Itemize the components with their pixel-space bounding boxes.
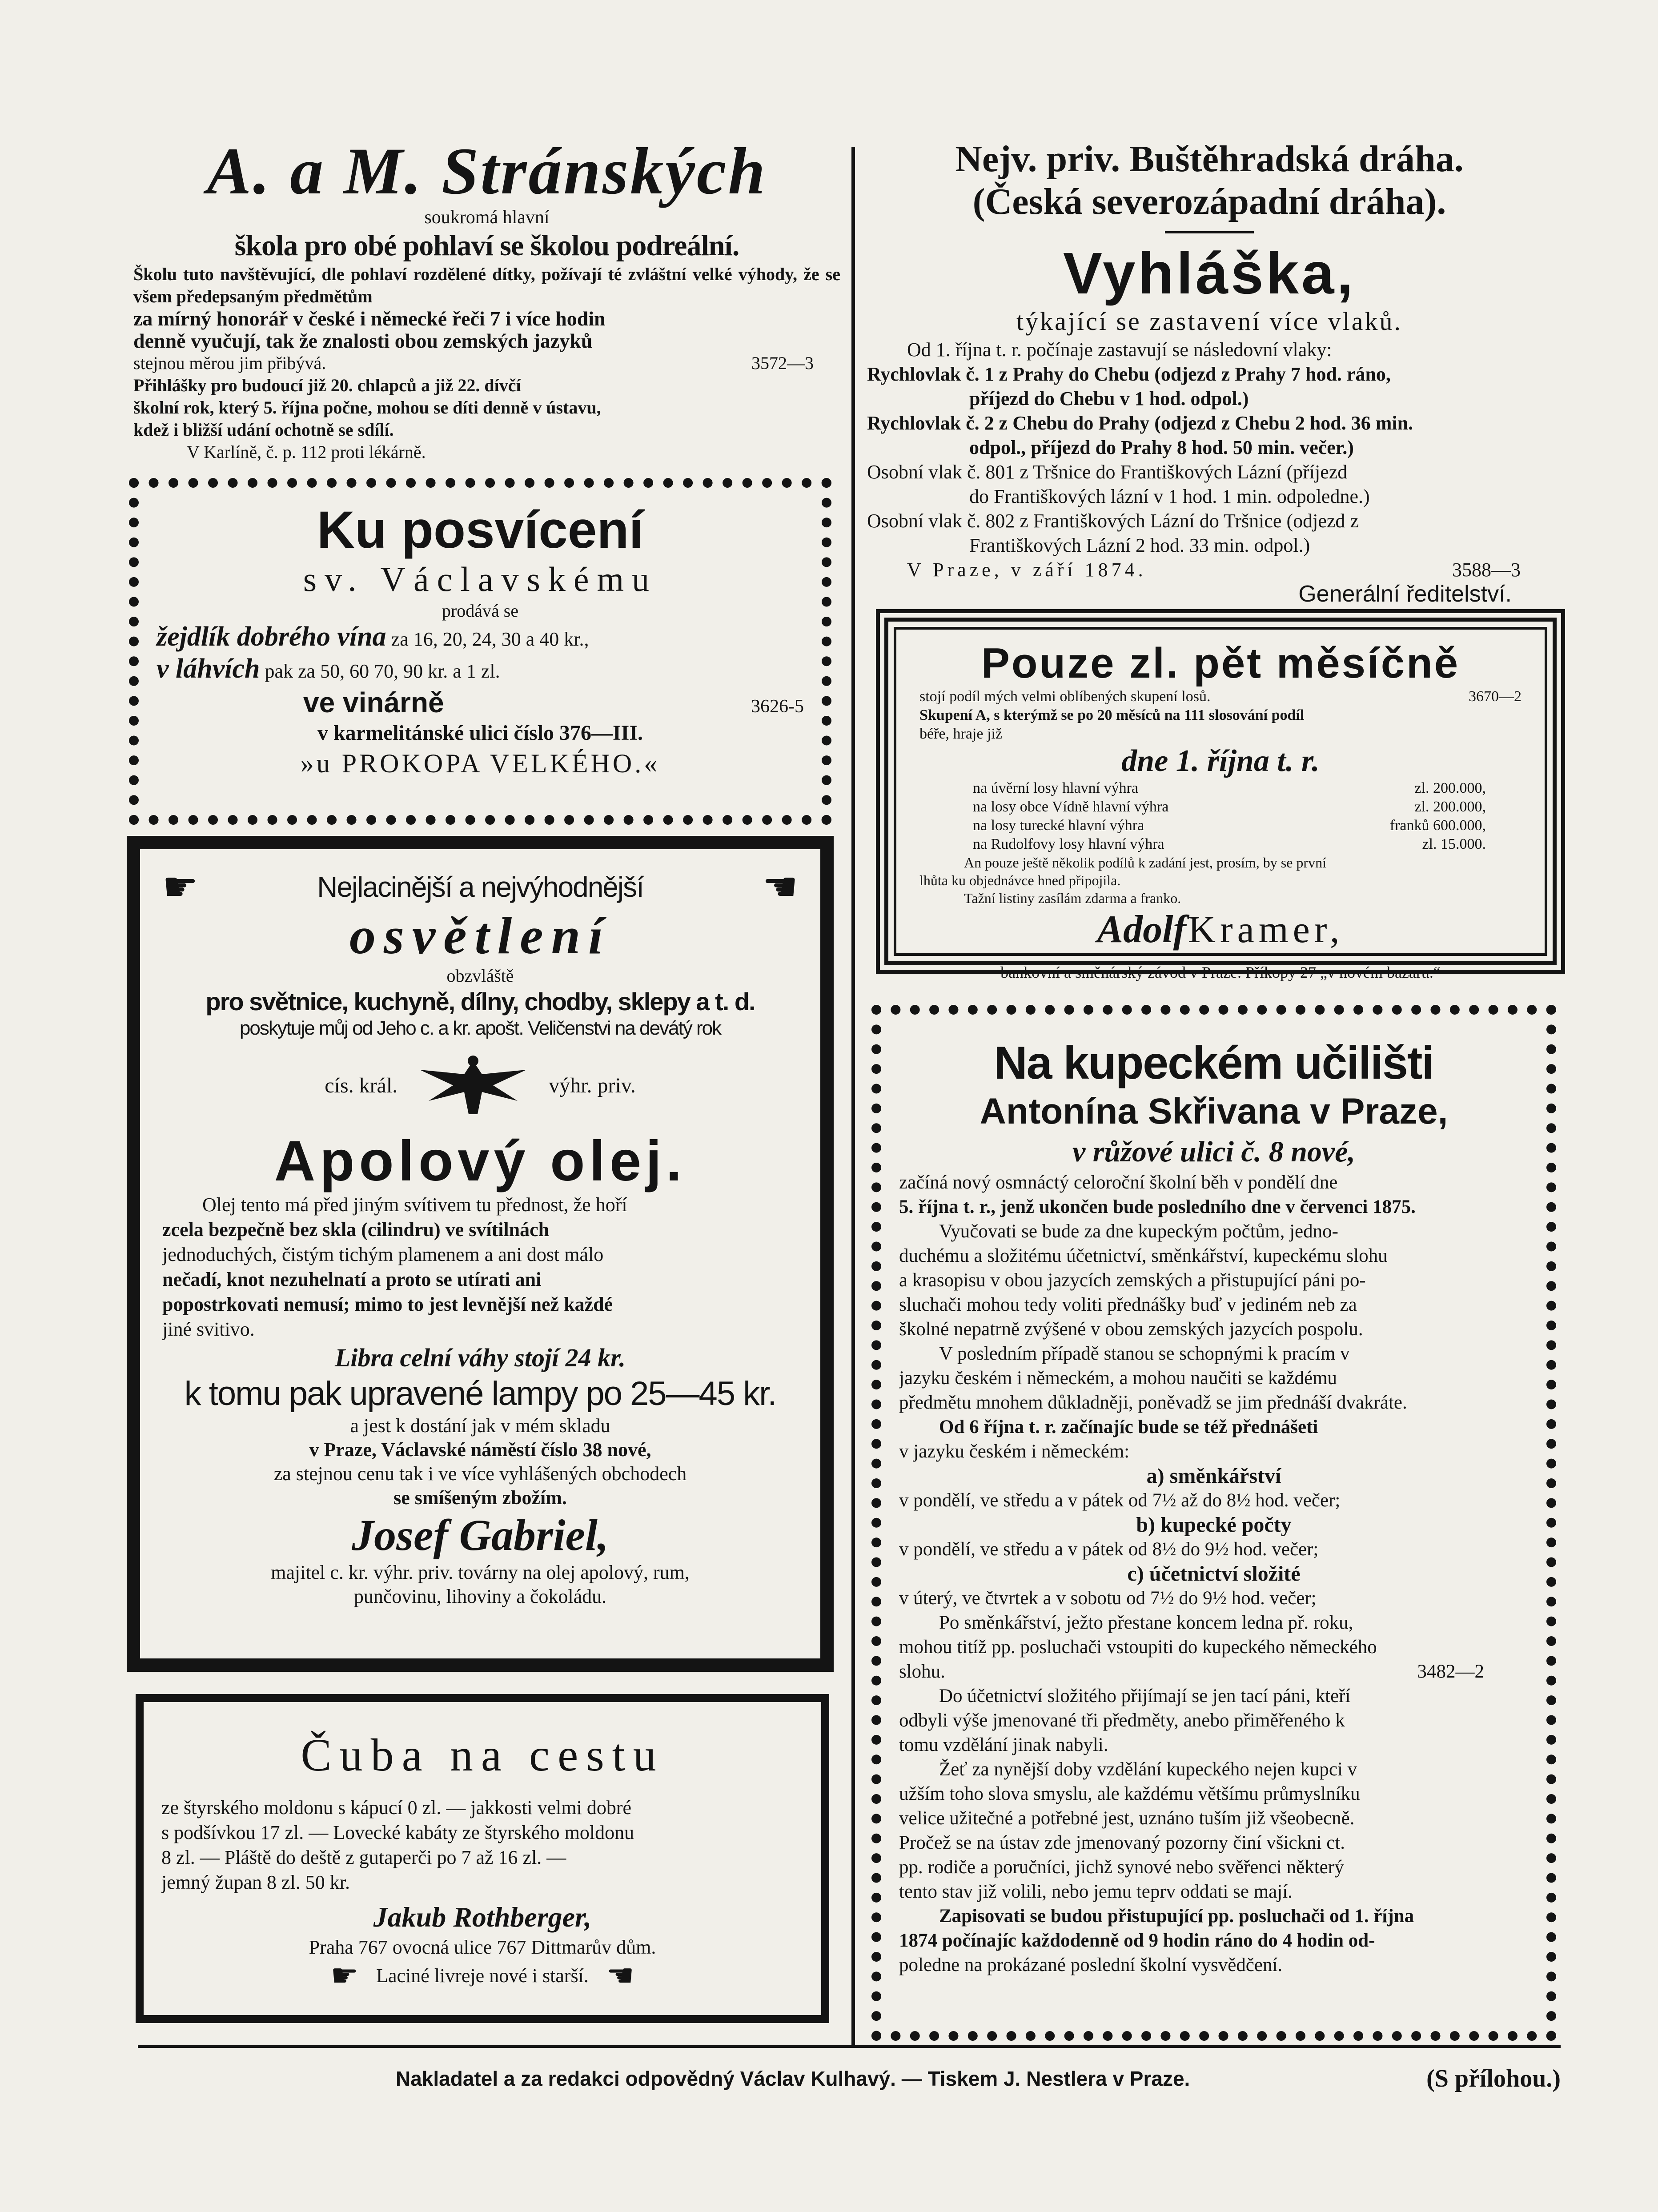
body-line: mohou titíž pp. posluchači vstoupiti do kupeckého německého [899, 1637, 1377, 1658]
body-line: stejnou měrou jim přibývá. [133, 353, 326, 373]
body-line: školní rok, který 5. října počne, mohou se díti denně v ústavu, [133, 397, 601, 418]
wine-offer-price: za 16, 20, 24, 30 a 40 kr., [386, 628, 589, 650]
body-line: zcela bezpečně bez skla (cilindru) ve svítilnách [162, 1219, 550, 1240]
body-line: jemný župan 8 zl. 50 kr. [161, 1871, 350, 1893]
ad-draha [867, 138, 1552, 605]
olej-body [162, 1192, 798, 1342]
body-line: školné nepatrně zvýšené v obou zemských jazycích pospolu. [899, 1319, 1363, 1340]
course-c-schedule: v úterý, ve čtvrtek a v sobotu od 7½ do 9½ hod. večer; [899, 1588, 1317, 1609]
kramer-intro1: stojí podíl mých velmi oblíbených skupení losů. [919, 688, 1211, 705]
body-line: Školu tuto navštěvující, dle pohlaví rozdělené dítky, požívají té zvláštní velké výhody, že se všem předepsaným předmětům [133, 264, 840, 306]
note-line: An pouze ještě několik podílů k zadání jest, prosím, by se první [964, 855, 1326, 871]
body-line: předmětu mnohem důkladněji, poněvadž se jim přednáší dvakráte. [899, 1392, 1407, 1413]
body-line: poledne na prokázané poslední školní vysvědčení. [899, 1955, 1283, 1975]
kramer-intro3: béře, hraje již [919, 726, 1002, 742]
ad-kramer [876, 609, 1565, 981]
uciliste-body [899, 1170, 1529, 1977]
course-b-title: b) kupecké počty [1136, 1513, 1292, 1537]
draha-sub: týkající se zastavení více vlaků. [1016, 307, 1402, 336]
kramer-date: dne 1. října t. r. [1121, 744, 1320, 778]
cuba-address: Praha 767 ovocná ulice 767 Dittmarův dům. [309, 1936, 656, 1958]
cuba-title: Čuba na cestu [301, 1730, 664, 1781]
body-line: Osobní vlak č. 802 z Františkových Lázní do Tršnice (odjezd z [867, 510, 1359, 532]
body-line: odbyli výše jmenované tři předměty, anebo přiměřeného k [899, 1710, 1345, 1731]
course-b-schedule: v pondělí, ve středu a v pátek od 8½ do 9½ hod. večer; [899, 1539, 1319, 1560]
ad-stranskych-heading: škola pro obé pohlaví se školou podreální. [234, 229, 739, 262]
pointing-hand-left-icon: ☚ [606, 1957, 634, 1994]
address-line: v karmelitánské ulici číslo 376—III. [317, 721, 643, 745]
body-line: Františkových Lázní 2 hod. 33 min. odpol.) [969, 534, 1310, 556]
course-a-title: a) směnkářství [1146, 1464, 1281, 1488]
uciliste-name: Antonína Skřivana v Praze, [980, 1091, 1448, 1132]
cuba-owner: Jakub Rothberger, [373, 1901, 592, 1933]
body-line: s podšívkou 17 zl. — Lovecké kabáty ze štyrského moldonu [161, 1822, 634, 1843]
kramer-owner-last: Kramer, [1188, 908, 1344, 951]
course-a-schedule: v pondělí, ve středu a v pátek od 7½ až do 8½ hod. večer; [899, 1490, 1341, 1511]
cuba-body [161, 1795, 803, 1895]
body-line: Pročež se na ústav zde jmenovaný pozorny činí všickni ct. [899, 1832, 1345, 1853]
body-line: příjezd do Chebu v 1 hod. odpol.) [969, 388, 1249, 409]
body-line: punčovinu, lihoviny a čokoládu. [353, 1586, 607, 1607]
ad-stranskych-body [133, 263, 840, 463]
ad-code: 3572—3 [751, 353, 814, 373]
ad-posviceni-prodava: prodává se [442, 601, 519, 621]
ad-code: 3482—2 [1417, 1661, 1484, 1682]
ad-stranskych [133, 133, 840, 485]
olej-pro: pro světnice, kuchyně, dílny, chodby, sklepy a t. d. [205, 988, 755, 1016]
kramer-intro2: Skupení A, s kterýmž se po 20 měsíců na 111 slosování podíl [919, 707, 1305, 723]
course-c-title: c) účetnictví složité [1127, 1562, 1301, 1586]
body-line: Po směnkářství, ježto přestane koncem ledna př. roku, [939, 1612, 1353, 1633]
pointing-hand-left-icon: ☚ [762, 863, 798, 910]
olej-cis: cís. král. [325, 1073, 398, 1097]
shop-name: »u PROKOPA VELKÉHO.« [300, 749, 660, 778]
cuba-livreje: Laciné livreje nové i starší. [376, 1964, 589, 1987]
body-line: velice užitečné a potřebné jest, uznáno tuším již všeobecně. [899, 1808, 1355, 1829]
prize-row: na Rudolfovy losy hlavní výhra zl. 15.000. [973, 836, 1486, 852]
kramer-owner-first: Adolf [1097, 908, 1186, 951]
body-line: 1874 počínajíc každodenně od 9 hodin ráno do 4 hodin od- [899, 1930, 1375, 1951]
olej-dostani [162, 1414, 798, 1510]
body-line: Přihlášky pro budoucí již 20. chlapců a již 22. dívčí [133, 375, 521, 395]
olej-product: Apolový olej. [274, 1129, 686, 1193]
body-line: za mírný honorář v české i německé řeči 7 i více hodin [133, 308, 606, 330]
bottle-offer-price: pak za 50, 60 70, 90 kr. a 1 zl. [260, 660, 500, 682]
pointing-hand-icon: ☛ [162, 863, 198, 910]
body-line: 5. října t. r., jenž ukončen bude posledního dne v červenci 1875. [899, 1196, 1416, 1217]
body-line: slohu. [899, 1661, 945, 1682]
draha-signature: Generální ředitelství. [1298, 581, 1512, 607]
body-line: Olej tento má před jiným svítivem tu přednost, že hoří [202, 1194, 627, 1216]
olej-owner-desc [162, 1561, 798, 1609]
body-line: Do účetnictví složitého přijímají se jen tací páni, kteří [939, 1686, 1351, 1706]
body-line: majitel c. kr. výhr. priv. továrny na olej apolový, rum, [271, 1562, 690, 1583]
ad-olej [127, 836, 834, 1672]
body-line: tento stav již volili, nebo jemu teprv oddati se mají. [899, 1881, 1293, 1902]
body-line: kdež i bližší udání ochotně se sdílí. [133, 420, 394, 440]
body-line: Vyučovati se bude za dne kupeckým počtům, jedno- [939, 1221, 1338, 1242]
body-line: a krasopisu v obou jazycích zemských a přistupující páni po- [899, 1270, 1366, 1291]
body-line: odpol., příjezd do Prahy 8 hod. 50 min. večer.) [969, 437, 1354, 458]
note-line: lhůta ku objednávce hned připojila. [919, 872, 1121, 888]
olej-obzvlaste: obzvláště [446, 966, 514, 986]
draha-body [867, 337, 1552, 607]
body-line: v jazyku českém i německém: [899, 1441, 1130, 1462]
olej-vyhr: výhr. priv. [549, 1073, 636, 1097]
footer-rule [138, 2045, 1561, 2048]
body-line: popostrkovati nemusí; mimo to jest levnější než každé [162, 1293, 613, 1315]
footer [138, 2054, 1561, 2103]
kramer-prize-list [919, 779, 1522, 854]
body-line: pp. rodiče a poručníci, jichž synové nebo svěřenci některý [899, 1857, 1344, 1878]
kramer-bank: bankovní a směnárský závod v Praze. Příkopy 27 „v novém bazaru.“ [1000, 963, 1441, 981]
ad-posviceni [129, 478, 831, 825]
body-line: 8 zl. — Pláště do deště z gutaperči po 7 až 16 zl. — [161, 1847, 566, 1868]
pointing-hand-icon: ☛ [330, 1957, 359, 1994]
body-line: do Františkových lázní v 1 hod. 1 min. odpoledne.) [969, 486, 1370, 507]
uciliste-street: v růžové ulici č. 8 nové, [1072, 1136, 1356, 1168]
body-line: jazyku českém i německém, a mohou naučiti se každému [899, 1368, 1337, 1389]
ad-code: 3588—3 [1452, 559, 1521, 581]
body-line: Žeť za nynější doby vzdělání kupeckého nejen kupci v [939, 1759, 1357, 1780]
footer-supplement: (S přílohou.) [1426, 2065, 1561, 2092]
note-line: Tažní listiny zasílám zdarma a franko. [964, 890, 1181, 906]
ad-posviceni-subtitle: sv. Václavskému [303, 560, 658, 598]
body-line: Osobní vlak č. 801 z Tršnice do Františkových Lázní (příjezd [867, 461, 1348, 483]
body-line: se smíšeným zbožím. [393, 1487, 567, 1509]
draha-date: V Praze, v září 1874. [907, 559, 1147, 581]
prize-row: na úvěrní losy hlavní výhra zl. 200.000, [973, 780, 1486, 796]
body-line: v Praze, Václavské náměstí číslo 38 nové, [309, 1439, 651, 1461]
olej-lampy: k tomu pak upravené lampy po 25—45 kr. [184, 1375, 776, 1413]
footer-imprint: Nakladatel a za redakci odpovědný Václav Kulhavý. — Tiskem J. Nestlera v Praze. [396, 2067, 1190, 2090]
vinarne-label: ve vinárně [303, 686, 444, 719]
body-line: a jest k dostání jak v mém skladu [350, 1415, 610, 1437]
body-line: za stejnou cenu tak i ve více vyhlášených obchodech [273, 1463, 687, 1485]
bottle-offer-bold: v láhvích [157, 654, 260, 684]
uciliste-title: Na kupeckém učilišti [994, 1037, 1434, 1089]
ad-cuba [136, 1694, 829, 2023]
body-line: jednoduchých, čistým tichým plamenem a ani dost málo [162, 1244, 604, 1265]
body-line: Od 6 října t. r. začínajíc bude se též přednášeti [939, 1417, 1318, 1437]
imperial-eagle-icon [415, 1052, 531, 1119]
ad-stranskych-title: A. a M. Stránských [207, 134, 767, 208]
prize-row: na losy turecké hlavní výhra franků 600.000, [973, 817, 1486, 834]
draha-title1: Nejv. priv. Buštěhradská dráha. [955, 138, 1464, 180]
olej-title: osvětlení [349, 907, 611, 965]
body-line: denně vyučují, tak že znalosti obou zemských jazyků [133, 330, 593, 352]
body-line: duchému a složitému účetnictví, směnkářství, kupeckému slohu [899, 1245, 1388, 1266]
body-line: nečadí, knot nezuhelnatí a proto se utírati ani [162, 1269, 542, 1290]
olej-owner: Josef Gabriel, [352, 1510, 609, 1560]
body-line: V Karlíně, č. p. 112 proti lékárně. [187, 442, 426, 462]
wine-offer-bold: žejdlík dobrého vína [157, 622, 386, 652]
olej-libra: Libra celní váhy stojí 24 kr. [334, 1343, 626, 1372]
body-line: Zapisovati se budou přistupující pp. posluchači od 1. října [939, 1906, 1414, 1927]
body-line: Rychlovlak č. 1 z Prahy do Chebu (odjezd z Prahy 7 hod. ráno, [867, 363, 1391, 385]
body-line: začíná nový osmnáctý celoroční školní běh v pondělí dne [899, 1172, 1338, 1193]
body-line: V posledním případě stanou se schopnými k pracím v [939, 1343, 1350, 1364]
body-line: sluchači mohou tedy voliti přednášky buď v jediném neb za [899, 1294, 1357, 1315]
ad-uciliste [871, 1005, 1556, 2041]
body-line: ze štyrského moldonu s kápucí 0 zl. — jakkosti velmi dobré [161, 1797, 632, 1819]
ad-code: 3626-5 [751, 696, 804, 717]
olej-top: Nejlacinější a nejvýhodnější [317, 871, 643, 903]
body-line: jiné svitivo. [162, 1318, 255, 1340]
ad-posviceni-title: Ku posvícení [317, 501, 644, 559]
draha-vyhlaska: Vyhláška, [1063, 241, 1356, 306]
body-line: užším toho slova smyslu, ale každému většímu průmyslníku [899, 1783, 1360, 1804]
kramer-notes [919, 854, 1522, 907]
ad-code: 3670—2 [1469, 688, 1522, 705]
prize-row: na losy obce Vídně hlavní výhra zl. 200.000, [973, 799, 1486, 815]
body-line: Rychlovlak č. 2 z Chebu do Prahy (odjezd z Chebu 2 hod. 36 min. [867, 412, 1413, 434]
draha-title2: (Česká severozápadní dráha). [972, 181, 1446, 222]
kramer-title: Pouze zl. pět měsíčně [981, 639, 1460, 687]
body-line: Od 1. října t. r. počínaje zastavují se následovní vlaky: [907, 339, 1332, 361]
olej-poskytuje: poskytuje můj od Jeho c. a kr. apošt. Veličenstvi na devátý rok [239, 1017, 721, 1039]
ad-stranskych-subtitle: soukromá hlavní [424, 207, 550, 228]
body-line: tomu vzdělání jinak nabyli. [899, 1734, 1108, 1755]
column-divider [851, 147, 855, 2045]
draha-separator [1165, 231, 1254, 233]
